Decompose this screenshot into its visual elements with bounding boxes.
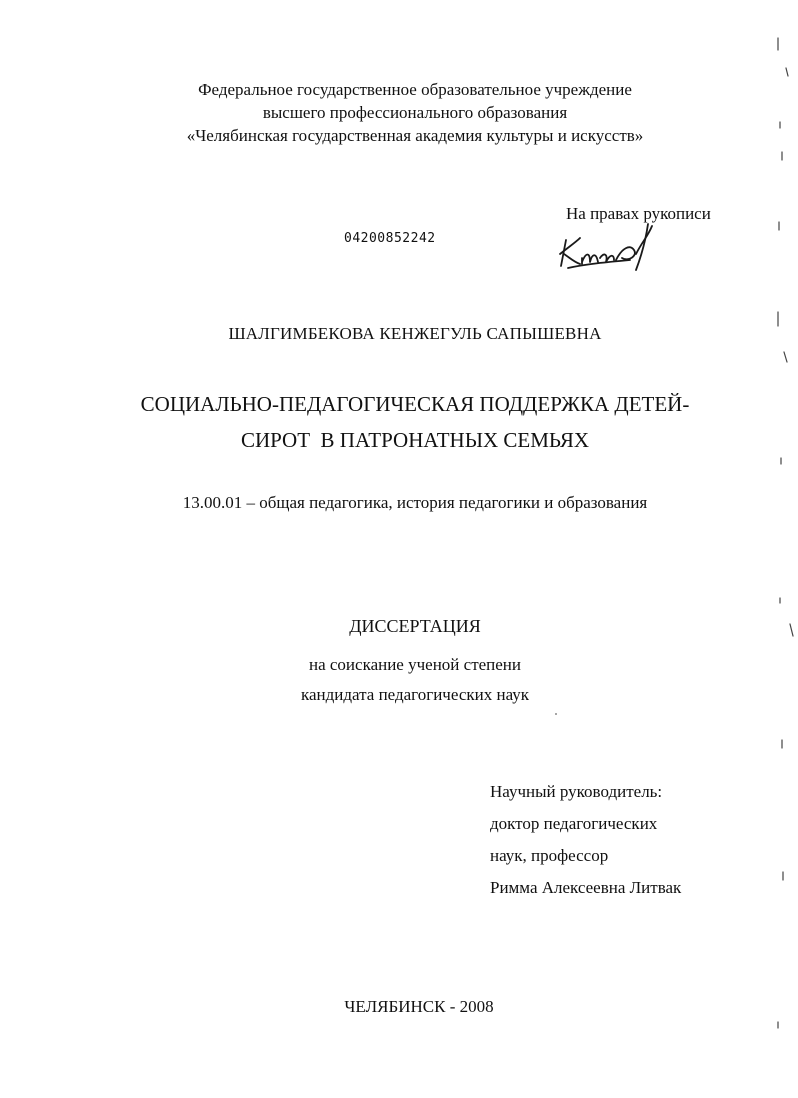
handwritten-signature [556,218,666,276]
title-line-1: СОЦИАЛЬНО-ПЕДАГОГИЧЕСКАЯ ПОДДЕРЖКА ДЕТЕЙ- [140,392,690,416]
advisor-name: Римма Алексеевна Литвак [490,878,682,897]
title-line-2: СИРОТ В ПАТРОНАТНЫХ СЕМЬЯХ [240,428,590,452]
institution-block [0,78,798,147]
advisor-degree-line-1: доктор педагогических [490,814,658,833]
advisor-degree-line-2: наук, профессор [490,846,609,865]
institution-line-3: «Челябинская государственная академия культуры и искусств» [186,126,644,145]
author-name: ШАЛГИМБЕКОВА КЕНЖЕГУЛЬ САПЫШЕВНА [228,324,602,343]
dissertation-title [0,386,798,458]
archive-number: 04200852242 [344,231,436,246]
degree-description [0,650,798,710]
specialty-code: 13.00.01 – общая педагогика, история педагогики и образования [182,493,648,512]
advisor-label: Научный руководитель: [490,782,663,801]
manuscript-rights-note: На правах рукописи [566,204,711,223]
institution-line-1: Федеральное государственное образовательное учреждение [198,80,632,99]
city-year: ЧЕЛЯБИНСК - 2008 [344,997,494,1016]
advisor-block [490,776,681,904]
degree-line-2: кандидата педагогических наук [300,685,530,704]
institution-line-2: высшего профессионального образования [262,103,568,122]
document-type-heading: ДИССЕРТАЦИЯ [349,616,481,636]
degree-line-1: на соискание ученой степени [308,655,522,674]
